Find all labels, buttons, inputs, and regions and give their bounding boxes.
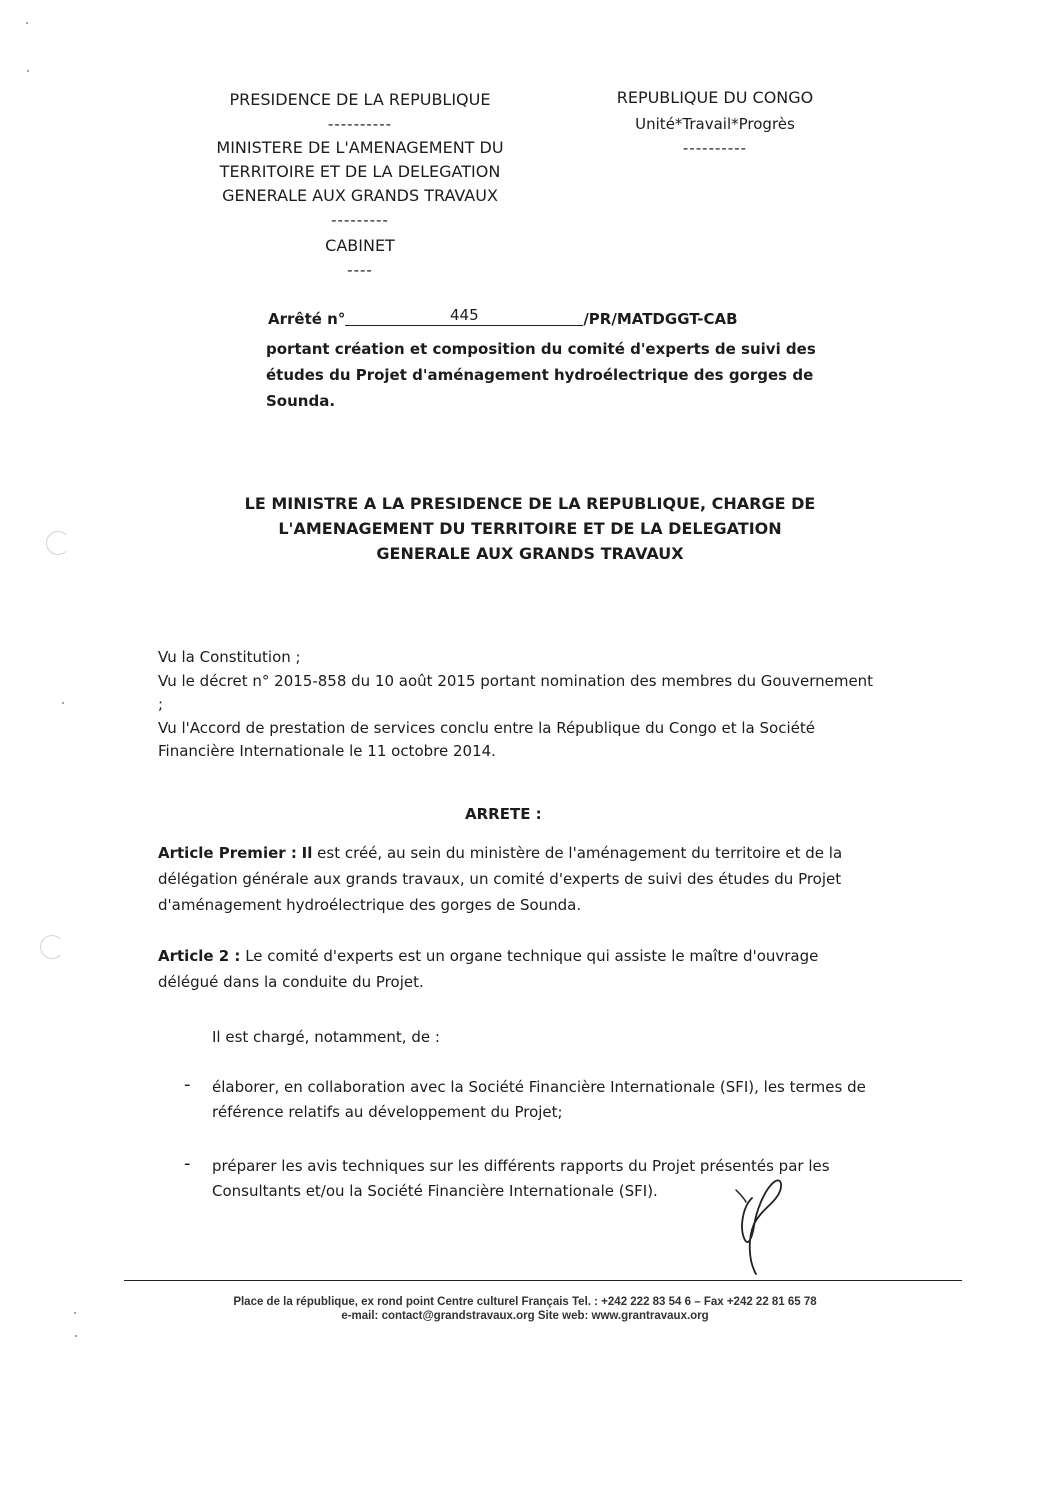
letterhead-left <box>160 88 560 280</box>
separator-dashes: --------- <box>331 211 389 229</box>
visas-block <box>158 646 878 764</box>
bullet-marker: - <box>184 1153 191 1174</box>
scan-speck <box>75 1335 77 1337</box>
separator-dashes: ---- <box>347 261 373 279</box>
visa-accord: Vu l'Accord de prestation de services conclu entre la République du Congo et la Société Financière Internationale le 11 octobre 2014. <box>158 718 815 760</box>
footer-address: Place de la république, ex rond point Centre culturel Français Tel. : +242 222 83 54 6 – Fax +242 22 81 65 78 <box>233 1296 817 1308</box>
minister-heading-line-2: L'AMENAGEMENT DU TERRITOIRE ET DE LA DELEGATION <box>278 519 782 538</box>
footer-contact: e-mail: contact@grandstravaux.org Site web: www.grantravaux.org <box>341 1310 709 1322</box>
presidence-label: PRESIDENCE DE LA REPUBLIQUE <box>229 90 491 109</box>
article-premier-text: est créé, au sein du ministère de l'aménagement du territoire et de la délégation générale aux grands travaux, un comité d'experts de suivi des études du Projet d'aménagement hydroélectrique des gorges de Sounda. <box>158 844 843 914</box>
footer-rule <box>124 1280 962 1281</box>
visa-decret: Vu le décret n° 2015-858 du 10 août 2015 portant nomination des membres du Gouvernement ; <box>158 671 874 713</box>
minister-heading-line-1: LE MINISTRE A LA PRESIDENCE DE LA REPUBLIQUE, CHARGE DE <box>244 494 816 513</box>
punch-hole <box>40 935 64 959</box>
scan-speck <box>62 702 64 704</box>
arrete-prefix: Arrêté n° <box>268 310 346 328</box>
cabinet-label: CABINET <box>325 236 395 255</box>
article-premier <box>158 840 878 918</box>
minister-heading <box>160 491 900 566</box>
ministere-line-2: TERRITOIRE ET DE LA DELEGATION <box>219 162 501 181</box>
arrete-reference <box>268 306 738 330</box>
bullet-item: préparer les avis techniques sur les différents rapports du Projet présentés par les Consultants et/ou la Société Financière Internationale (SFI). <box>212 1157 830 1200</box>
arrete-title: portant création et composition du comité d'experts de suivi des études du Projet d'aménagement hydroélectrique des gorges de Sounda. <box>266 340 816 410</box>
scan-speck <box>74 1312 76 1314</box>
footer <box>160 1295 890 1323</box>
punch-hole <box>46 531 70 555</box>
article-2-text: Le comité d'experts est un organe technique qui assiste le maître d'ouvrage délégué dans la conduite du Projet. <box>158 947 819 991</box>
letterhead-right <box>580 86 850 158</box>
separator-dashes: ---------- <box>327 115 393 133</box>
visa-constitution: Vu la Constitution ; <box>158 648 301 666</box>
arrete-heading: ARRETE : <box>465 805 542 823</box>
article-premier-label: Article Premier : <box>158 844 297 862</box>
article-premier-bold: Il <box>301 844 313 862</box>
separator-dashes: ---------- <box>682 139 748 157</box>
arrete-number: 445 <box>345 307 583 326</box>
charge-intro: Il est chargé, notamment, de : <box>212 1028 440 1046</box>
country-label: REPUBLIQUE DU CONGO <box>616 88 814 107</box>
article-2 <box>158 943 878 995</box>
bullet-item: élaborer, en collaboration avec la Société Financière Internationale (SFI), les termes de référence relatifs au développement du Projet; <box>212 1078 866 1121</box>
arrete-suffix: /PR/MATDGGT-CAB <box>583 310 738 328</box>
bullet-marker: - <box>184 1074 191 1095</box>
scan-speck <box>27 70 29 72</box>
minister-heading-line-3: GENERALE AUX GRANDS TRAVAUX <box>376 544 684 563</box>
ministere-line-3: GENERALE AUX GRANDS TRAVAUX <box>222 186 498 205</box>
motto-label: Unité*Travail*Progrès <box>635 115 795 133</box>
signature-mark <box>730 1168 790 1278</box>
ministere-line-1: MINISTERE DE L'AMENAGEMENT DU <box>216 138 504 157</box>
scan-speck <box>26 22 28 24</box>
article-2-label: Article 2 : <box>158 947 241 965</box>
